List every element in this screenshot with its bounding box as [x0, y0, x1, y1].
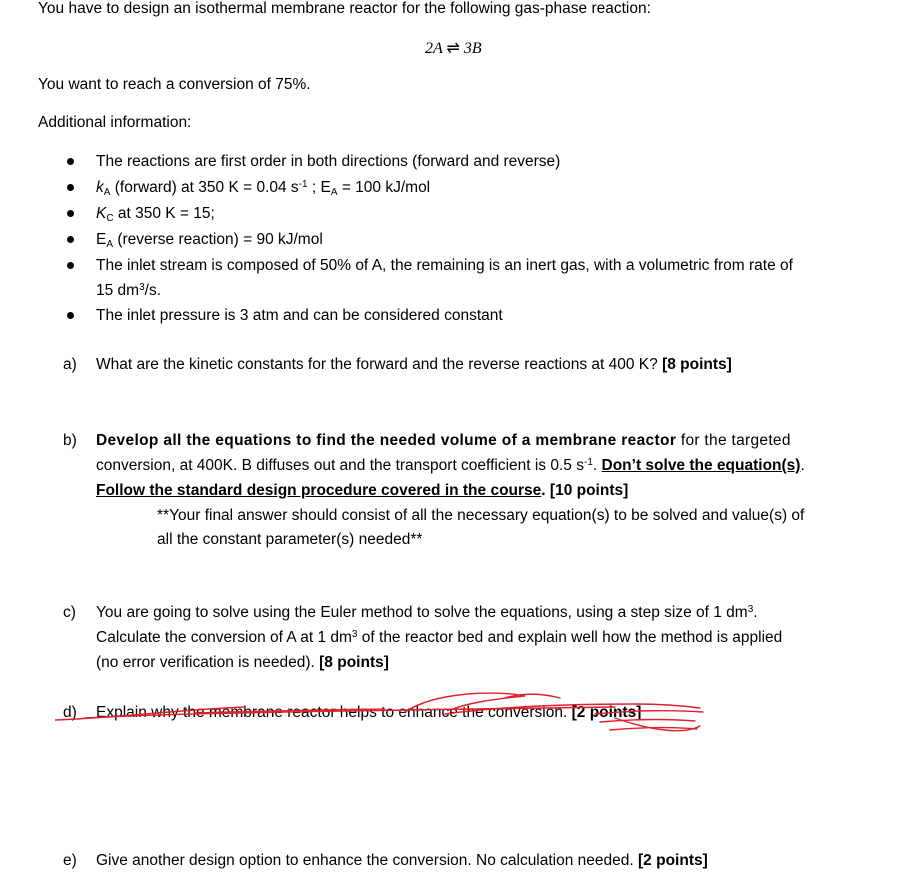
kc-symbol: K	[96, 205, 107, 222]
question-d	[96, 704, 641, 722]
bullet-dot	[67, 236, 74, 243]
question-b-note-1: **Your final answer should consist of all the necessary equation(s) to be solved and value(s) of	[157, 507, 805, 524]
question-e-points: [2 points]	[638, 852, 708, 869]
question-b-exp: -1	[583, 457, 593, 468]
bullet-4	[96, 231, 323, 249]
question-b-points: . [10 points]	[541, 482, 629, 499]
bullet-5-tail: /s.	[144, 282, 162, 299]
reaction-equation	[425, 38, 482, 58]
goal-text: You want to reach a conversion of 75%.	[38, 76, 311, 93]
question-b-rest: for the targeted	[676, 432, 791, 449]
question-a-points: [8 points]	[662, 356, 732, 373]
reaction-arrow: ⇌	[446, 40, 460, 57]
question-e	[96, 852, 708, 870]
question-a	[96, 356, 732, 374]
question-b-note-2: all the constant parameter(s) needed**	[157, 531, 423, 548]
question-a-label: a)	[63, 356, 77, 373]
bullet-dot	[67, 210, 74, 217]
question-b-underlined: Don’t solve the equation(s)	[601, 457, 801, 474]
question-c-line-2-text: Calculate the conversion of A at 1 dm	[96, 629, 352, 646]
bullet-3	[96, 205, 215, 223]
question-c-line-2	[96, 629, 782, 647]
question-e-label: e)	[63, 852, 77, 869]
reaction-right: 3B	[463, 40, 482, 57]
question-b-line-1	[96, 432, 791, 450]
bullet-1: The reactions are first order in both directions (forward and reverse)	[96, 153, 561, 170]
question-c-line-3	[96, 654, 389, 672]
question-d-text: Explain why the membrane reactor helps to enhance the conversion.	[96, 704, 572, 721]
question-a-text: What are the kinetic constants for the forward and the reverse reactions at 400 K?	[96, 356, 663, 373]
bullet-dot	[67, 158, 74, 165]
question-d-label: d)	[63, 704, 77, 721]
k-symbol: k	[96, 179, 104, 196]
bullet-5-line-2	[96, 282, 161, 300]
bullet-5-line-1: The inlet stream is composed of 50% of A, the remaining is an inert gas, with a volumetric from rate of	[96, 257, 793, 274]
question-c-points: [8 points]	[319, 654, 389, 671]
bullet-dot	[67, 184, 74, 191]
question-b-line-2-text: conversion, at 400K. B diffuses out and the transport coefficient is 0.5 s	[96, 457, 584, 474]
question-c-label: c)	[63, 604, 76, 621]
bullet-4-text: (reverse reaction) = 90 kJ/mol	[113, 231, 323, 248]
question-c-period: .	[753, 604, 758, 621]
intro-text: You have to design an isothermal membrane reactor for the following gas-phase reaction:	[38, 0, 651, 17]
question-b-line-3	[96, 482, 628, 500]
question-b-line-2	[96, 457, 805, 475]
question-c-line-3-text: (no error verification is needed).	[96, 654, 320, 671]
question-c-exp-2: 3	[351, 629, 358, 640]
bullet-2-mid: ; E	[307, 179, 331, 196]
bullet-5-value: 15 dm	[96, 282, 140, 299]
bullet-6: The inlet pressure is 3 atm and can be considered constant	[96, 307, 503, 324]
bullet-2-exp: -1	[298, 179, 308, 190]
kc-subscript: C	[106, 213, 114, 224]
bullet-dot	[67, 312, 74, 319]
e-subscript: A	[330, 187, 338, 198]
question-b-label: b)	[63, 432, 77, 449]
reaction-left: 2A	[425, 40, 443, 57]
additional-heading: Additional information:	[38, 114, 192, 131]
bullet-2-tail: = 100 kJ/mol	[337, 179, 431, 196]
question-c-line-1-text: You are going to solve using the Euler method to solve the equations, using a step size of 1 dm	[96, 604, 748, 621]
bullet-3-text: at 350 K = 15;	[113, 205, 215, 222]
question-b-sep: .	[592, 457, 602, 474]
question-c-line-2-tail: of the reactor bed and explain well how the method is applied	[357, 629, 783, 646]
question-d-points: [2 points]	[571, 704, 642, 721]
e-symbol: E	[96, 231, 107, 248]
bullet-2-text: (forward) at 350 K = 0.04 s	[110, 179, 299, 196]
question-b-period: .	[800, 457, 805, 474]
question-c-line-1	[96, 604, 758, 622]
bullet-2	[96, 179, 430, 197]
question-c-exp: 3	[747, 604, 754, 615]
question-e-text: Give another design option to enhance the conversion. No calculation needed.	[96, 852, 639, 869]
bullet-5-exp: 3	[139, 282, 145, 293]
question-b-bold: Develop all the equations to find the needed volume of a membrane reactor	[96, 432, 677, 449]
k-subscript: A	[103, 187, 111, 198]
bullet-dot	[67, 262, 74, 269]
e-subscript: A	[106, 239, 114, 250]
question-b-procedure: Follow the standard design procedure covered in the course	[96, 482, 542, 499]
